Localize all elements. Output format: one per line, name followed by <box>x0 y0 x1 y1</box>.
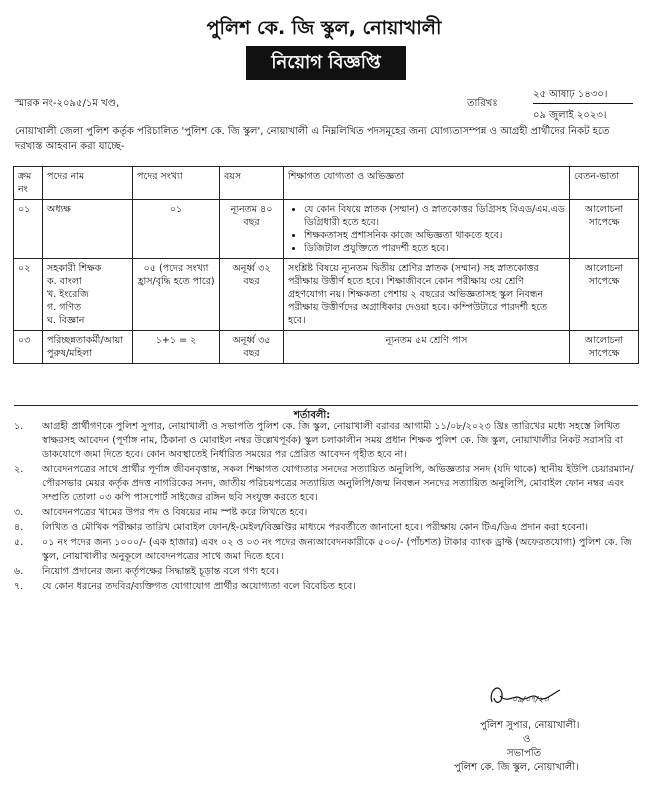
row-salary: আলোচনা সাপেক্ষে <box>570 259 639 331</box>
condition-number: ৭. <box>14 581 24 592</box>
condition-number: ৫. <box>14 537 24 548</box>
table-header-row <box>14 167 639 200</box>
date-divider <box>533 103 633 104</box>
signatory-conjunction: ও <box>523 734 531 745</box>
conditions-title: শর্তাবলী: <box>294 410 331 421</box>
table-row <box>14 331 639 364</box>
signature-mark <box>486 676 564 710</box>
row-qualification: ন্যূনতম ৫ম শ্রেণি পাস <box>284 331 570 364</box>
condition-text: লিখিত ও মৌখিক পরীক্ষার তারিখ মোবাইল ফোন/ই-মেইল/বিজ্ঞপ্তির মাধ্যমে পরবর্তীতে জানানো হবে। পরীক্ষায় কোন টিএ/ডিএ প্রদান করা হবেনা। <box>42 522 589 533</box>
col-header-sl: ক্রম নং <box>14 167 43 200</box>
row-sl: ০৩ <box>14 331 43 364</box>
condition-number: ৬. <box>14 566 24 577</box>
col-header-count: পদের সংখ্যা <box>133 167 220 200</box>
list-item <box>14 420 640 462</box>
row-post: পরিচ্ছন্নতাকর্মী/আয়া পুরুষ/মহিলা <box>43 331 133 364</box>
table-row <box>14 259 639 331</box>
list-item <box>14 506 640 520</box>
intro-paragraph: নোয়াখালী জেলা পুলিশ কর্তৃক পরিচালিত 'পুলিশ কে. জি স্কুল', নোয়াখালী এ নিম্নলিখিত পদসমূহের জন্য যোগ্যতাসম্পন্ন ও আগ্রহী প্রার্থীদের নিকট হতে দরখাস্ত আহবান করা যাচ্ছে- <box>15 126 610 152</box>
list-item <box>14 463 640 505</box>
row-count: ০৫ (পদের সংখ্যা হ্রাস/বৃদ্ধি হতে পারে) <box>133 259 220 331</box>
row-count: ০১ <box>133 200 220 259</box>
table-row <box>14 200 639 259</box>
row-qualification: সংশ্লিষ্ট বিষয়ে ন্যূনতম দ্বিতীয় শ্রেণির স্নাতক (সম্মান) সহ স্নাতকোত্তর পরীক্ষায় উত্তীর্ণ হতে হবে। শিক্ষাজীবনে কোন পরীক্ষায় ৩য় শ্রেণি গ্রহণযোগ্য নয়। শিক্ষকতা পেশায় ২ বছরের অভিজ্ঞতাসহ স্কুল নিবন্ধন পরীক্ষায় উত্তীর্ণদের অগ্রাধিকার দেওয়া হবে। কম্পিউটারে পারদর্শী হতে হবে। <box>284 259 570 331</box>
date-english: ০৯ জুলাই ২০২৩। <box>533 110 607 121</box>
condition-text: আবেদনপত্রের সাথে প্রার্থীর পূর্ণাঙ্গ জীবনবৃত্তান্ত, সকল শিক্ষাগত যোগ্যতার সনদের সত্যায়িত অনুলিপি, অভিজ্ঞতার সনদ (যদি থাকে) স্থানীয় ইউপি চেয়ারম্যান/পৌরসভার মেয়র কর্তৃক প্রদত্ত নাগরিকের সনদ, জাতীয় পরিচয়পত্রের সত্যায়িত অনুলিপি/জন্ম নিবন্ধন সনদের সত্যায়িত অনুলিপি, মোবাইল ফোন নম্বর এবং সম্প্রতি তোলা ০৩ কপি পাসপোর্ট সাইজের রঙ্গিন ছবি সংযুক্ত করতে হবে। <box>42 464 634 503</box>
date-label: তারিখঃ <box>467 98 498 109</box>
conditions-divider <box>14 405 638 406</box>
row-age: ন্যূনতম ৪০ বছর <box>220 200 284 259</box>
signatory-role: সভাপতি <box>507 748 542 759</box>
condition-text: আবেদনপত্রের খামের উপর পদ ও বিষয়ের নাম স্পষ্ট করে লিখতে হবে। <box>42 507 308 518</box>
school-name: পুলিশ কে. জি স্কুল, নোয়াখালী <box>206 17 442 39</box>
row-post <box>43 259 133 331</box>
col-header-qualification: শিক্ষাগত যোগ্যতা ও অভিজ্ঞতা <box>284 167 570 200</box>
notice-title: নিয়োগ বিজ্ঞপ্তি <box>246 46 406 80</box>
condition-number: ৪. <box>14 522 24 533</box>
condition-number: ১. <box>14 421 24 432</box>
qualification-item: • ডিজিটাল প্রযুক্তিতে পারদর্শী হতে হবে। <box>304 242 565 255</box>
condition-text: ০১ নং পদের জন্য ১০০০/- (এক হাজার) এবং ০২ ও ০৩ নং পদের জন্যআবেদনকারীকে ৫০০/- (পাঁচশত) টাকার ব্যাংক ড্রাফ্ট (অফেরতযোগ্য) পুলিশ কে. জি স্কুল, নোয়াখালীর অনুকূলে আবেদনপত্রের সাথে জমা দিতে হবে। <box>42 537 632 562</box>
post-title: সহকারী শিক্ষক <box>47 263 102 274</box>
condition-text: যে কোন ধরনের তদবির/ব্যক্তিগত যোগাযোগ প্রার্থীর অযোগ্যতা বলে বিবেচিত হবে। <box>42 581 356 592</box>
memo-number: স্মারক নং-২০৯৫/১ম খণ্ড, <box>15 98 120 109</box>
date-bangla: ২৫ আষাঢ় ১৪৩০। <box>533 89 608 100</box>
subject-item: খ. ইংরেজি <box>47 289 89 300</box>
list-item <box>14 580 640 594</box>
subject-item: গ. গণিত <box>47 302 82 313</box>
list-item <box>14 536 640 564</box>
row-qualification <box>284 200 570 259</box>
subject-item: ঘ. বিজ্ঞান <box>47 315 85 326</box>
row-salary: আলোচনা সাপেক্ষে <box>570 331 639 364</box>
row-salary: আলোচনা সাপেক্ষে <box>570 200 639 259</box>
signatory-designation: পুলিশ সুপার, নোয়াখালী। <box>480 720 580 731</box>
row-sl: ০১ <box>14 200 43 259</box>
condition-number: ৩. <box>14 507 24 518</box>
conditions-list <box>14 420 640 595</box>
col-header-age: বয়স <box>220 167 284 200</box>
row-post: অধ্যক্ষ <box>43 200 133 259</box>
row-count: ১+১ = ২ <box>133 331 220 364</box>
row-age: অনূর্ধ্ব ৩৫ বছর <box>220 331 284 364</box>
col-header-post: পদের নাম <box>43 167 133 200</box>
condition-text: নিয়োগ প্রদানের জন্য কর্তৃপক্ষের সিদ্ধান্তই চূড়ান্ত বলে গণ্য হবে। <box>42 566 279 577</box>
signature-date: ০৯/০৭/২৩ <box>512 695 549 704</box>
row-sl: ০২ <box>14 259 43 331</box>
qualification-item: • শিক্ষকতাসহ প্রশাসনিক কাজে অভিজ্ঞতা থাকতে হবে। <box>304 229 565 242</box>
subject-item: ক. বাংলা <box>47 276 82 287</box>
list-item <box>14 521 640 535</box>
signatory-organization: পুলিশ কে. জি স্কুল, নোয়াখালী। <box>454 762 579 773</box>
condition-text: আগ্রহী প্রার্থীগণকে পুলিশ সুপার, নোয়াখালী ও সভাপতি পুলিশ কে. জি স্কুল, নোয়াখালী বরাবর আগামী ১১/০৮/২০২৩ খ্রিঃ তারিখের মধ্যে সহস্তে লিখিত স্বাক্ষরসহ আবেদন (পূর্ণাঙ্গ নাম, ঠিকানা ও মোবাইল নম্বর উল্লেখপূর্বক) স্কুল চলাকালীন সময় প্রধান শিক্ষক পুলিশ কে. জি স্কুল, নোয়াখালীর নিকট সরাসরি বা ডাকযোগে জমা দিতে হবে। কোন অবস্থাতেই নির্ধারিত সময়ের পর প্রেরিত আবেদন গৃহীত হবে না। <box>42 421 624 460</box>
condition-number: ২. <box>14 464 24 475</box>
list-item <box>14 565 640 579</box>
col-header-salary: বেতন-ভাতা <box>570 167 639 200</box>
posts-table <box>13 166 639 364</box>
qualification-item: • যে কোন বিষয়ে স্নাতক (সম্মান) ও স্নাতকোত্তর ডিগ্রিসহ বিএড/এম.এড ডিগ্রিধারী হতে হবে। <box>304 203 565 229</box>
row-age: অনূর্ধ্ব ৩২ বছর <box>220 259 284 331</box>
